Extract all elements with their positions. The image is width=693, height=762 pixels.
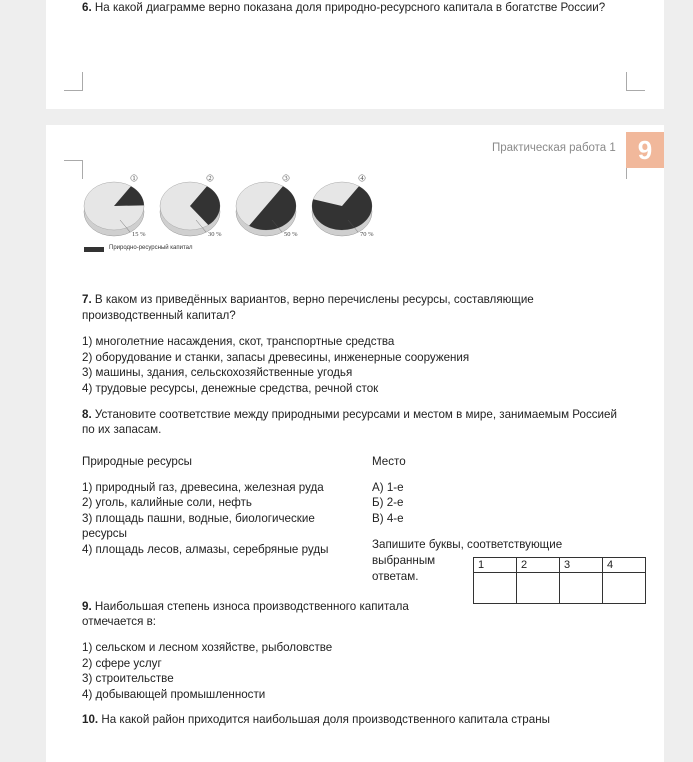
- question-9-line2: отмечается в:: [82, 615, 156, 628]
- pie-percent-label: 70 %: [360, 231, 374, 238]
- question-7-option: 3) машины, здания, сельскохозяйственные угодья: [82, 366, 353, 379]
- answer-cell[interactable]: [560, 573, 603, 604]
- pie-chart-2: [160, 175, 222, 238]
- question-9-line1: [82, 599, 409, 615]
- answer-instruction: Запишите буквы, соответствующие: [372, 538, 563, 551]
- resource-item: 1) природный газ, древесина, железная руда: [82, 481, 324, 494]
- resource-item: 3) площадь пашни, водные, биологические: [82, 512, 315, 525]
- pie-number: 3: [284, 175, 288, 183]
- pie-number: 2: [208, 175, 212, 183]
- question-8-text: Установите соответствие между природными ресурсами и местом в мире, занимаемым Россией: [94, 408, 617, 421]
- question-8-line2: по их запасам.: [82, 423, 162, 436]
- crop-mark-bottom-left: [64, 72, 83, 91]
- question-9-number: 9.: [82, 600, 92, 613]
- question-9-option: 1) сельском и лесном хозяйстве, рыболовстве: [82, 641, 333, 654]
- pie-percent-label: 50 %: [284, 231, 298, 238]
- place-header: Место: [372, 455, 406, 468]
- pie-number: 1: [132, 175, 136, 183]
- pie-percent-label: 30 %: [208, 231, 222, 238]
- question-10-text: На какой район приходится наибольшая доля производственного капитала страны: [101, 713, 550, 726]
- answer-table-header: 3: [560, 558, 603, 573]
- resource-item: 4) площадь лесов, алмазы, серебряные руды: [82, 543, 329, 556]
- legend-swatch: [84, 247, 104, 252]
- question-6-number: 6.: [82, 1, 92, 14]
- crop-mark-bottom-right: [626, 72, 645, 91]
- question-9-option: 4) добывающей промышленности: [82, 688, 266, 701]
- practical-work-label: Практическая работа 1: [492, 142, 616, 154]
- pie-percent-label: 15 %: [132, 231, 146, 238]
- resource-item: 2) уголь, калийные соли, нефть: [82, 496, 252, 509]
- answer-table-header: 4: [603, 558, 646, 573]
- page-number-badge: 9: [626, 132, 664, 168]
- pie-number: 4: [360, 175, 364, 183]
- question-7-option: 4) трудовые ресурсы, денежные средства, речной сток: [82, 382, 379, 395]
- question-6: [82, 0, 605, 16]
- question-9-text: Наибольшая степень износа производственного капитала: [94, 600, 409, 613]
- question-7-option: 1) многолетние насаждения, скот, транспортные средства: [82, 335, 395, 348]
- page-fragment-top: [46, 0, 664, 109]
- resource-item: ресурсы: [82, 527, 127, 540]
- answer-cell[interactable]: [517, 573, 560, 604]
- answer-table-header: 2: [517, 558, 560, 573]
- answer-cell[interactable]: [474, 573, 517, 604]
- resources-header: Природные ресурсы: [82, 455, 193, 468]
- question-9-option: 2) сфере услуг: [82, 657, 162, 670]
- answer-table-header: 1: [474, 558, 517, 573]
- question-10-number: 10.: [82, 713, 99, 726]
- crop-mark-top-left: [64, 160, 83, 179]
- place-item: Б) 2-е: [372, 496, 404, 509]
- answer-instruction: выбранным: [372, 554, 436, 567]
- place-item: А) 1-е: [372, 481, 404, 494]
- question-8-number: 8.: [82, 408, 92, 421]
- answer-cell[interactable]: [603, 573, 646, 604]
- legend-label: Природно-ресурсный капитал: [109, 245, 193, 251]
- answer-instruction: ответам.: [372, 570, 419, 583]
- question-6-text: На какой диаграмме верно показана доля природно-ресурсного капитала в богатстве России?: [94, 1, 606, 14]
- question-7-line2: производственный капитал?: [82, 309, 236, 322]
- pie-chart-1: [84, 175, 146, 238]
- place-item: В) 4-е: [372, 512, 404, 525]
- pie-chart-4: [312, 175, 374, 238]
- question-10: [82, 712, 550, 728]
- question-7-number: 7.: [82, 293, 92, 306]
- question-7-line1: [82, 292, 534, 308]
- pie-chart-3: [236, 175, 298, 238]
- question-7-option: 2) оборудование и станки, запасы древесины, инженерные сооружения: [82, 351, 470, 364]
- question-8-line1: [82, 407, 617, 423]
- question-9-option: 3) строительстве: [82, 672, 174, 685]
- answer-table: [473, 557, 646, 604]
- question-7-text: В каком из приведённых вариантов, верно перечислены ресурсы, составляющие: [94, 293, 534, 306]
